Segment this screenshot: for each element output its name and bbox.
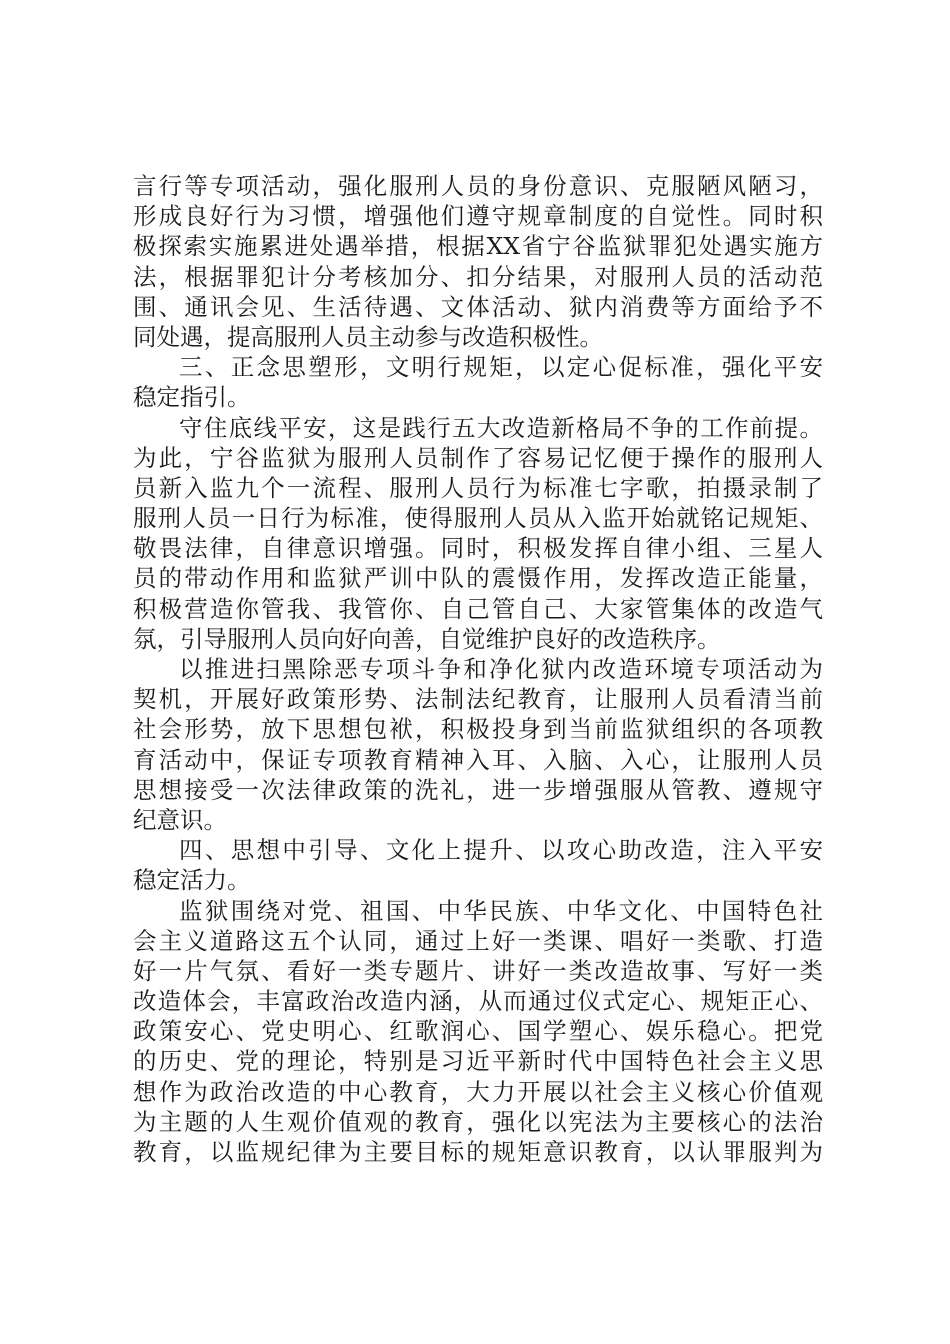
text-line: 言行等专项活动，强化服刑人员的身份意识、克服陋风陋习， xyxy=(133,172,823,200)
text-line: 敬畏法律，自律意识增强。同时，积极发挥自律小组、三星人 xyxy=(133,534,823,563)
text-line: 为主题的人生观价值观的教育，强化以宪法为主要核心的法治 xyxy=(133,1107,823,1136)
text-line: 员新入监九个一流程、服刑人员行为标准七字歌，拍摄录制了 xyxy=(133,473,823,502)
text-line: 改造体会，丰富政治改造内涵，从而通过仪式定心、规矩正心、 xyxy=(133,987,823,1016)
text-line: 政策安心、党史明心、红歌润心、国学塑心、娱乐稳心。把党 xyxy=(133,1017,823,1046)
text-line: 育活动中，保证专项教育精神入耳、入脑、入心，让服刑人员 xyxy=(133,745,823,774)
text-line: 四、思想中引导、文化上提升、以攻心助改造，注入平安 xyxy=(179,836,823,865)
text-line: 服刑人员一日行为标准，使得服刑人员从入监开始就铭记规矩、 xyxy=(133,504,823,533)
text-line: 以推进扫黑除恶专项斗争和净化狱内改造环境专项活动为 xyxy=(179,655,823,683)
text-line: 同处遇，提高服刑人员主动参与改造积极性。 xyxy=(133,322,603,351)
text-line: 形成良好行为习惯，增强他们遵守规章制度的自觉性。同时积 xyxy=(133,202,823,231)
text-line: 会主义道路这五个认同，通过上好一类课、唱好一类歌、打造 xyxy=(133,926,823,955)
document-body xyxy=(133,171,823,1167)
text-line: 稳定活力。 xyxy=(133,866,251,895)
text-line: 法，根据罪犯计分考核加分、扣分结果，对服刑人员的活动范 xyxy=(133,262,823,291)
text-line: 思想接受一次法律政策的洗礼，进一步增强服从管教、遵规守 xyxy=(133,775,823,804)
text-line: 积极营造你管我、我管你、自己管自己、大家管集体的改造气 xyxy=(133,594,823,623)
text-line: 稳定指引。 xyxy=(133,383,251,412)
text-line: 极探索实施累进处遇举措，根据XX省宁谷监狱罪犯处遇实施方 xyxy=(133,232,823,261)
text-line: 社会形势，放下思想包袱，积极投身到当前监狱组织的各项教 xyxy=(133,715,823,744)
text-line: 员的带动作用和监狱严训中队的震慑作用，发挥改造正能量， xyxy=(133,564,823,593)
text-line: 教育，以监规纪律为主要目标的规矩意识教育，以认罪服判为 xyxy=(133,1138,823,1166)
text-line: 监狱围绕对党、祖国、中华民族、中华文化、中国特色社 xyxy=(179,896,823,925)
text-line: 氛，引导服刑人员向好向善，自觉维护良好的改造秩序。 xyxy=(133,624,721,653)
text-line: 三、正念思塑形，文明行规矩，以定心促标准，强化平安 xyxy=(179,353,823,382)
text-line: 守住底线平安，这是践行五大改造新格局不争的工作前提。 xyxy=(179,413,823,442)
text-line: 想作为政治改造的中心教育，大力开展以社会主义核心价值观 xyxy=(133,1077,823,1106)
text-line: 为此，宁谷监狱为服刑人员制作了容易记忆便于操作的服刑人 xyxy=(133,443,823,472)
text-line: 好一片气氛、看好一类专题片、讲好一类改造故事、写好一类 xyxy=(133,956,823,985)
text-line: 纪意识。 xyxy=(133,805,227,834)
text-line: 契机，开展好政策形势、法制法纪教育，让服刑人员看清当前 xyxy=(133,685,823,714)
text-line: 围、通讯会见、生活待遇、文体活动、狱内消费等方面给予不 xyxy=(133,292,823,321)
text-line: 的历史、党的理论，特别是习近平新时代中国特色社会主义思 xyxy=(133,1047,823,1076)
